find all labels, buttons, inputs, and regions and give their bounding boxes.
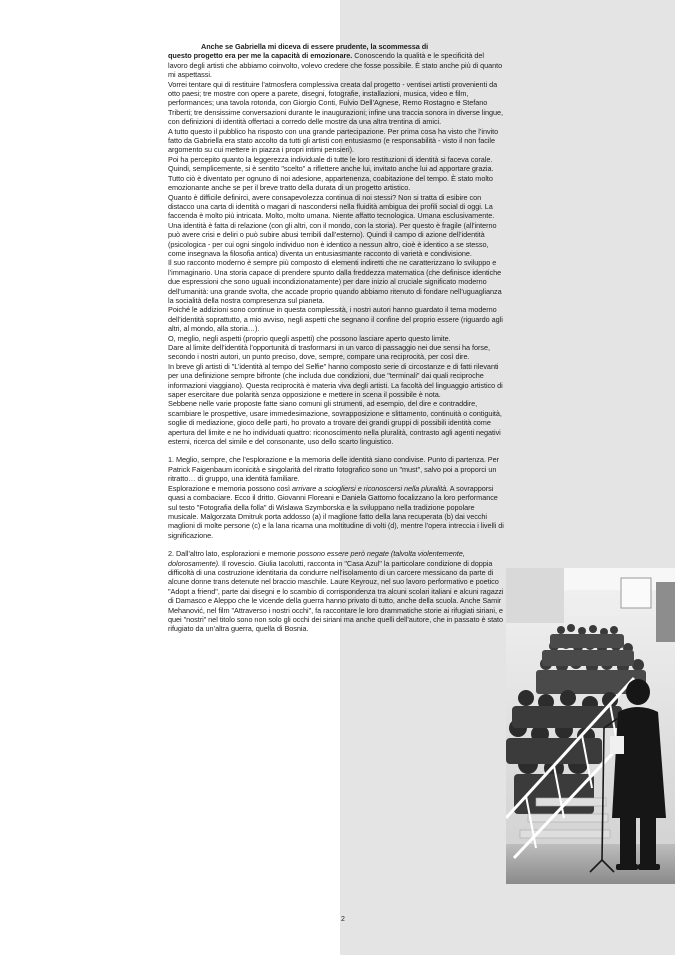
section-1-text-b: A sovrapporsi quasi a combaciare. Ecco il dritto. Giovanni Floreani e Daniela Gattorno focalizzano la loro performance sul testo "Fotografia della folla" di Wislawa Szymborska e la sviluppano nella tradizione popolare musicale. Malgorzata Dmitruk porta addosso (a) il maglione fatto della lana recuperata (b) dai vecchi maglioni di molte persone (c) e la lana ricama una moltitudine di volti (d), mentre l’opera intreccia i livelli di significazione. (168, 483, 504, 540)
paragraph-racconto-moderno: Il suo racconto moderno è sempre più composto di elementi indiretti che ne caratterizzano lo sviluppo e l’immaginario. Una storia capace di prendere spunto dalla freddezza matematica (che definisce identiche due espressioni che sono uguali incondizionatamente) per dare inizio al cruciale significato moderno dell’umanità: una grande svolta, che accade proprio quando abbiamo ritenuto di fondare nell’uguaglianza la socialità della nostra compresenza sul pianeta. (168, 258, 502, 305)
paragraph-definirci: Quanto è difficile definirci, avere consapevolezza continua di noi stessi? Non si tratta di esibire con distacco una carta di identità o magari di nascondersi nella fluidità ambigua dei profili social di oggi. La faccenda è molto più intricata. Molto, molto umana. Niente affatto tecnologica. Umana esclusivamente. (168, 192, 495, 221)
paragraph-limite: Dare al limite dell’identità l’opportunità di trasformarsi in un varco di passaggio nei due sensi ha forse, secondo i nostri autori, un punto preciso, dove, sempre, compare una reciprocità, per così dire. (168, 343, 490, 362)
section-2-paragraph (168, 549, 504, 634)
paragraph-relazione: Una identità è fatta di relazione (con gli altri, con il mondo, con la storia). Per questo è fragile (all’interno può avere crisi e deliri o può subire abusi terribili dall’esterno). Quindi il campo di azione dell’identità (psicologica - per cui ogni singolo individuo non è identico a nessun altro, cioè è identico a se stesso, come insegnava la filosofia antica) diventa un entusiasmante racconto di varietà e condivisione. (168, 220, 497, 258)
intro-paragraph (168, 42, 504, 80)
article-text-column (168, 42, 504, 634)
section-1-emphasis: arrivare a sciogliersi e riconoscersi nella pluralità. (291, 483, 449, 493)
paragraph-pubblico: A tutto questo il pubblico ha risposto con una grande partecipazione. Per prima cosa ha visto che l’invito fatto da Gabriella era stato accolto da tutti gli artisti con entusiasmo (e responsabilità - visto il non facile argomento su cui mettere in piazza i propri intimi pensieri). (168, 126, 499, 155)
exhibition-photo (506, 568, 675, 884)
section-1-paragraph-2 (168, 484, 504, 540)
lead-line-2: questo progetto era per me la capacità di emozionare. (168, 51, 353, 61)
paragraph-leggerezza: Poi ha percepito quanto la leggerezza individuale di tutte le loro restituzioni di identità si faceva corale. Quindi, semplicemente, si è sentito "scelto" a riflettere anche lui, invitato anche lui ad apportare grazia. Tutto ciò è diventato per ognuno di noi adesione, appartenenza, coabitazione del tempo. È stato molto emozionante anche se per il breve tratto della durata di un progetto artistico. (168, 154, 494, 193)
section-2-text-b: Il rovescio. Giulia Iacolutti, racconta in "Casa Azul" la particolare condizione di doppia difficoltà di una costruzione identitaria da condurre nell’isolamento di un carcere messicano da parte di alcune donne trans detenute nel braccio maschile. Laure Keyrouz, nel suo lavoro performativo e poetico "Adopt a friend", parte dai disegni e lo scambio di corrispondenza tra alcuni scolari italiani e alcuni ragazzi di Damasco e Aleppo che le vicende della guerra hanno privato di tutto, anche della scuola. Anche Samir Mehanović, nel film "Attraverso i nostri occhi", fa raccontare le loro drammatiche storie ai rifugiati siriani, e quei "nostri" nel titolo sono non solo gli occhi dei siriani ma anche quelli dell’autore, che in passato è stato rifugiato da un’altra guerra, quella di Bosnia. (168, 558, 504, 634)
intro-rest: Conoscendo la qualità e le specificità del lavoro degli artisti che abbiamo coinvolto, volevo credere che fosse possibile. È stato anche più di quanto mi aspettassi. (168, 51, 503, 80)
paragraph-atmosfera: Vorrei tentare qui di restituire l’atmosfera complessiva creata dal progetto - ventisei artisti provenienti da otto paesi; tre mostre con opere a parete, disegni, fotografie, installazioni, musica, video e film, performances; una tavola rotonda, con Giorgio Conti, Fulvio Dell’Agnese, Remo Rostagno e Stefano Triberti; tre densissime conversazioni durante le inaugurazioni; infine una traccia sonora in diverse lingue, con definizioni di identità offertaci a corredo delle mostre da una altra trentina di amici. (168, 79, 503, 127)
section-1-paragraph: 1. Meglio, sempre, che l’esplorazione e la memoria delle identità siano condivise. Punto di partenza. Per Patrick Faigenbaum iconicità e singolarità del ritratto fotografico sono un "must", salvo poi a proporci un ritratto… di gruppo, una identità familiare. (168, 455, 499, 484)
section-2-text-a: 2. Dall’altro lato, esplorazioni e memorie (168, 549, 298, 559)
section-2-emphasis: possono essere però negate (talvolta violentemente, dolorosamente). (168, 549, 465, 568)
paragraph-strumenti: Sebbene nelle varie proposte fatte siano comuni gli strumenti, ad esempio, del dire e contraddire, scambiare le prospettive, usare immedesimazione, sovrapposizione e slittamento, continuità o contiguità, soglie di mediazione, gioco delle parti, ho provato a trovare dei grandi gruppi di possibili identità come apertura del limite e ne ho individuati quattro: riconoscimento nella pluralità, contrasto agli agenti negativi esterni, ricerca del simile e del consonante, uso dello scarto linguistico. (168, 399, 502, 447)
lead-line-1: Anche se Gabriella mi diceva di essere prudente, la scommessa di (201, 42, 429, 51)
page-number: 2 (341, 916, 345, 923)
paragraph-aspetti: O, meglio, negli aspetti (proprio quegli aspetti) che possono lasciare aperto questo limite. (168, 333, 451, 343)
paragraph-addizioni: Poiché le addizioni sono continue in questa complessità, i nostri autori hanno guardato il tema moderno dell’identità soprattutto, a mio avviso, negli aspetti che segnano il confine del proprio essere (riguardo agli altri, al mondo, alla storia…). (168, 305, 503, 334)
section-1-text-a: Esplorazione e memoria possono così (168, 483, 292, 493)
paragraph-selfie: In breve gli artisti di "L’identità al tempo del Selfie" hanno composto serie di circostanze e di fatti rilevanti per una definizione sempre bifronte (che includa due condizioni, due "terminali" dai quali reciproche informazioni viaggiano). Questa reciprocità è materia viva degli artisti. La facoltà del linguaggio artistico di saper esercitare due polarità senza opposizione e mettere in scena il possibile è nota. (168, 361, 503, 400)
